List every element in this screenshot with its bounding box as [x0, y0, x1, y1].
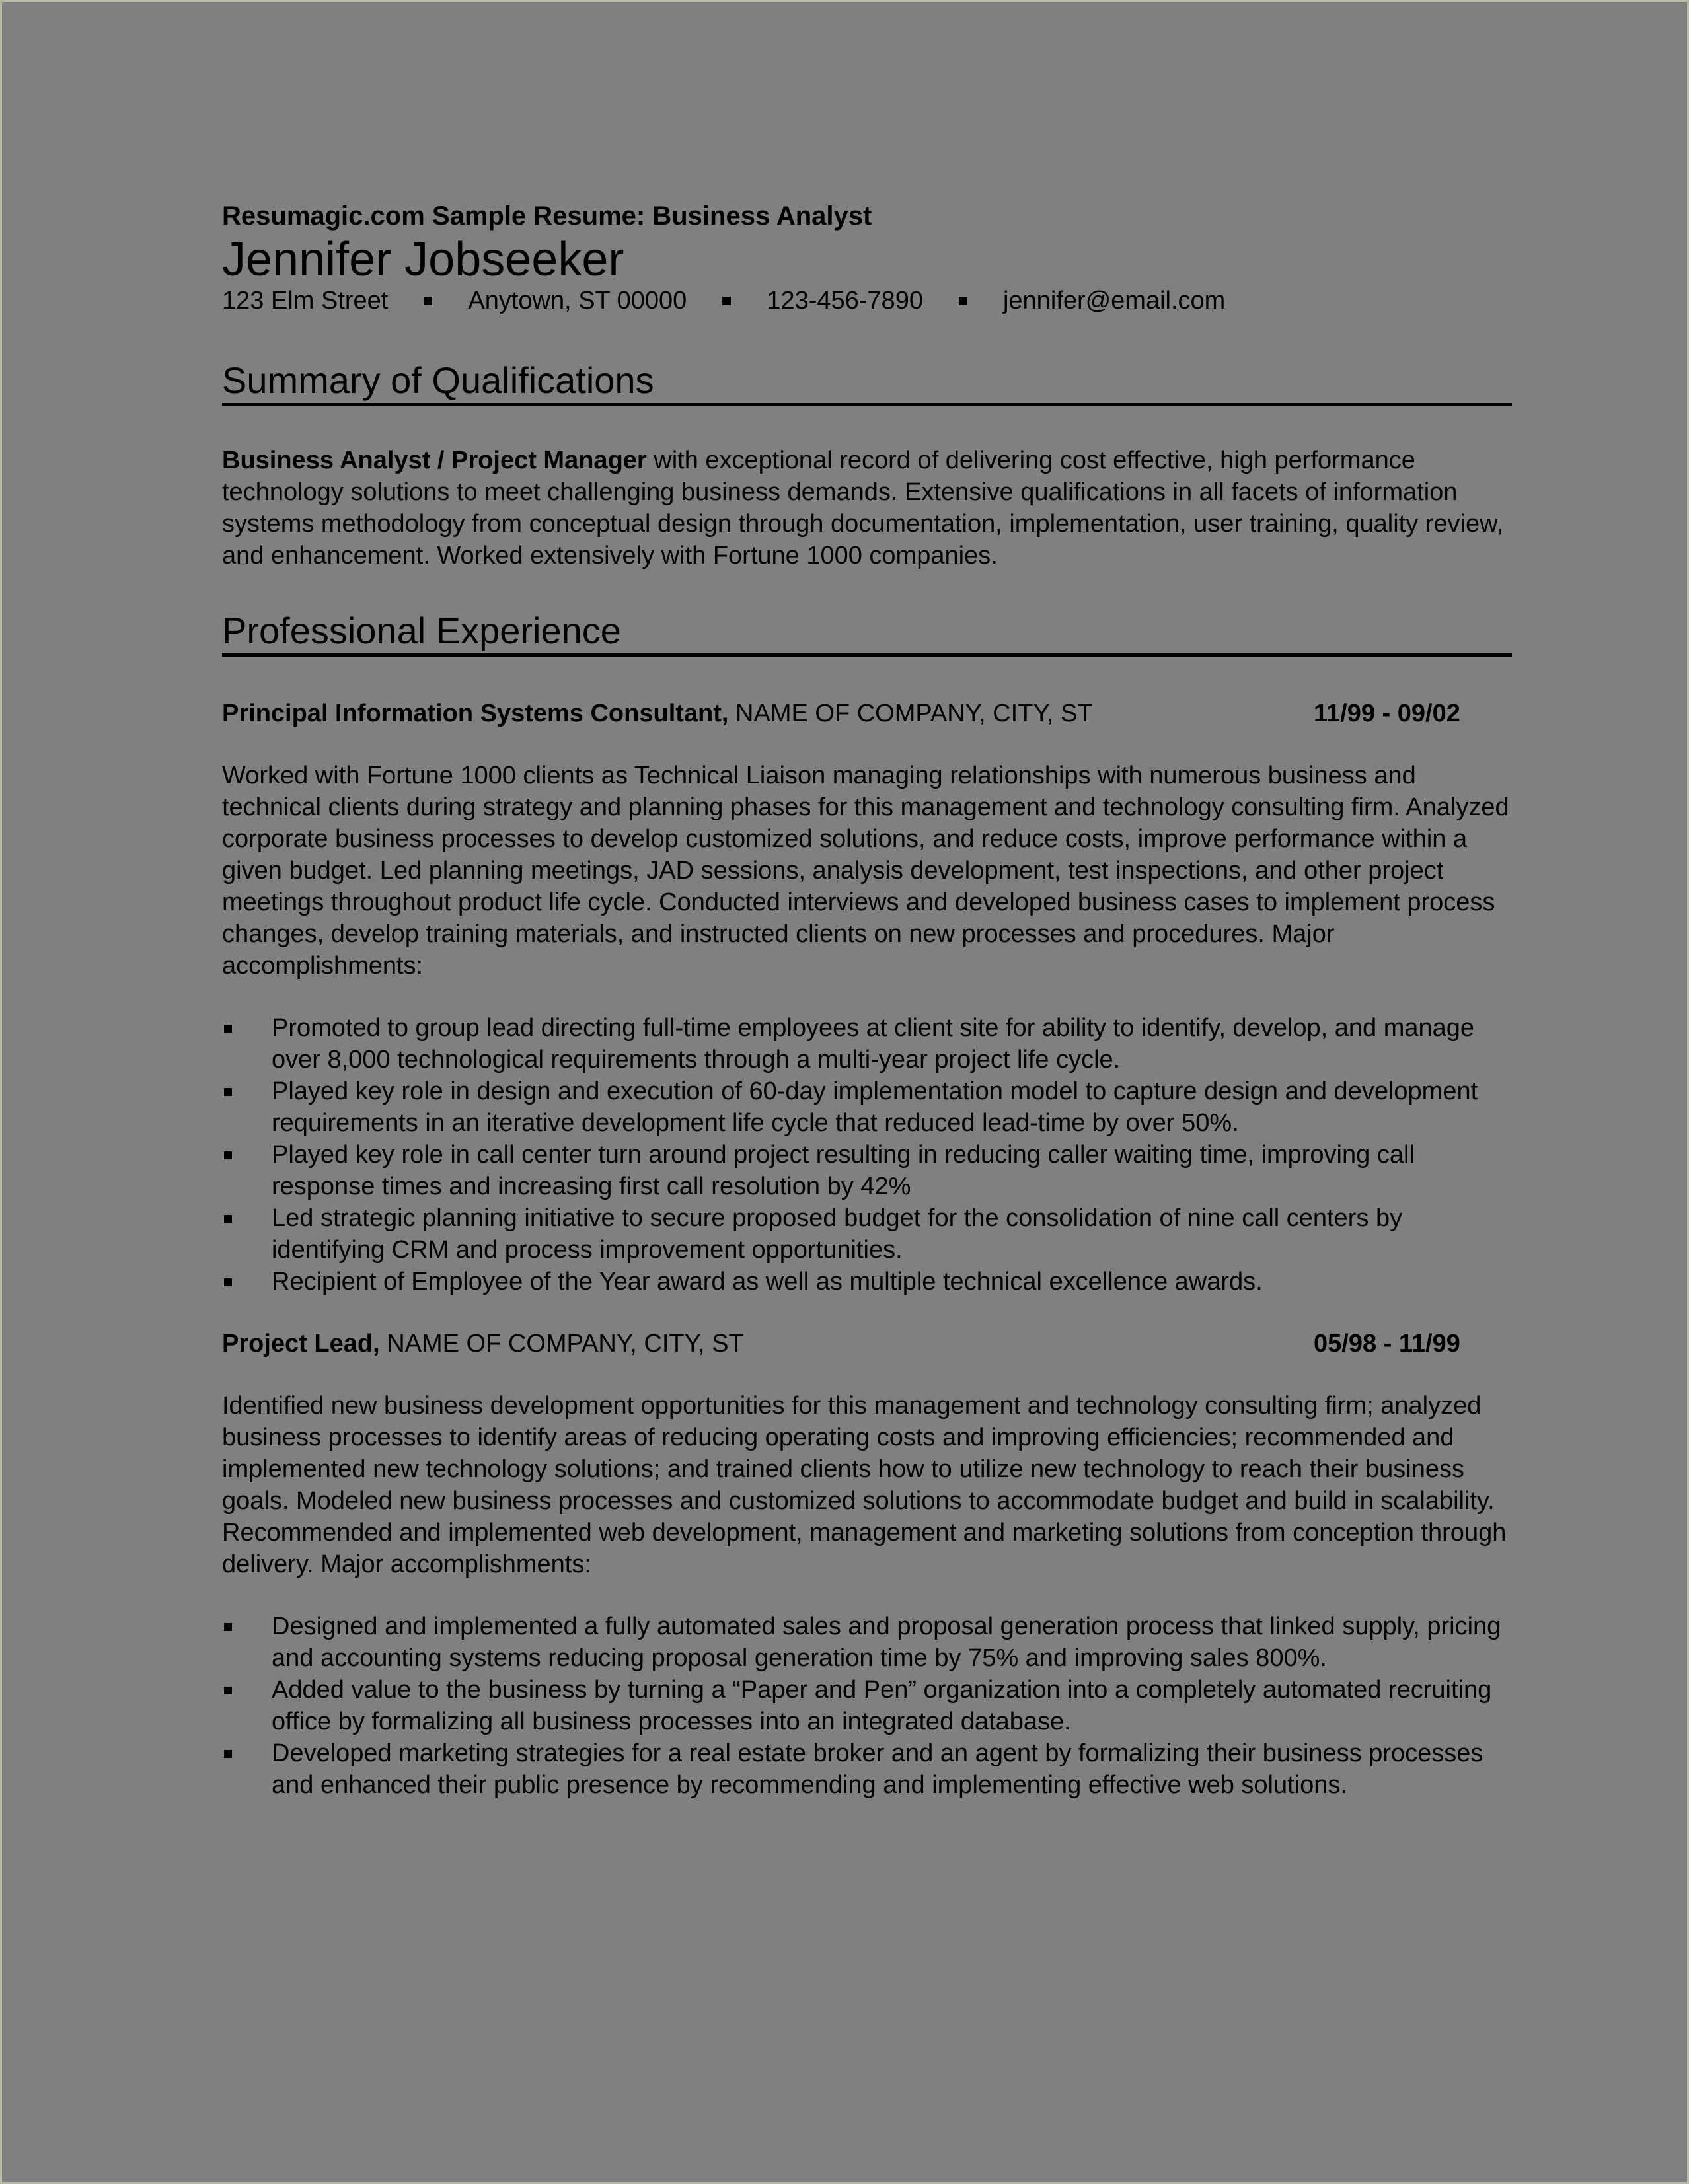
- accomplishment-item: [222, 1266, 1512, 1297]
- job-company: NAME OF COMPANY, CITY, ST: [728, 700, 1093, 727]
- contact-phone: 123-456-7890: [767, 287, 923, 314]
- accomplishment-text: Developed marketing strategies for a real estate broker and an agent by formalizing their business processes and enhanced their public presence by recommending and implementing effective web solutions.: [272, 1739, 1483, 1799]
- job-title: Project Lead,: [222, 1330, 380, 1358]
- accomplishment-list: [222, 1012, 1512, 1297]
- job-company: NAME OF COMPANY, CITY, ST: [379, 1330, 744, 1358]
- summary-lead: Business Analyst / Project Manager: [222, 447, 647, 474]
- separator-square-icon: [959, 297, 967, 305]
- accomplishment-text: Added value to the business by turning a “Paper and Pen” organization into a completely automated recruiting office by formalizing all business processes into an integrated database.: [272, 1676, 1492, 1735]
- section-heading-summary: Summary of Qualifications: [222, 358, 1512, 406]
- candidate-name: Jennifer Jobseeker: [222, 233, 624, 286]
- contact-email: jennifer@email.com: [1002, 287, 1226, 314]
- accomplishment-text: Played key role in call center turn around project resulting in reducing caller waiting time, improving call response times and increasing first call resolution by 42%: [272, 1141, 1415, 1200]
- accomplishment-item: [222, 1202, 1512, 1266]
- contact-city: Anytown, ST 00000: [468, 287, 687, 314]
- bullet-square-icon: [224, 1151, 232, 1159]
- job-header: [222, 1328, 1512, 1360]
- accomplishment-text: Promoted to group lead directing full-time employees at client site for ability to identify, develop, and manage over 8,000 technological requirements through a multi-year project life cycle.: [272, 1014, 1475, 1074]
- accomplishment-item: [222, 1611, 1512, 1674]
- contact-line: [222, 284, 1512, 317]
- accomplishment-text: Designed and implemented a fully automated sales and proposal generation process that linked supply, pricing and accounting systems reducing proposal generation time by 75% and improving sales 800%.: [272, 1613, 1501, 1672]
- accomplishment-item: [222, 1737, 1512, 1801]
- section-heading-experience: Professional Experience: [222, 608, 1512, 657]
- accomplishment-text: Led strategic planning initiative to secure proposed budget for the consolidation of nine call centers by identifying CRM and process improvement opportunities.: [272, 1204, 1403, 1264]
- sample-title: Resumagic.com Sample Resume: Business Analyst: [222, 201, 872, 231]
- bullet-square-icon: [224, 1215, 232, 1223]
- bullet-square-icon: [224, 1687, 232, 1694]
- separator-square-icon: [722, 297, 731, 305]
- job-title: Principal Information Systems Consultant,: [222, 700, 729, 727]
- job-description: Identified new business development opportunities for this management and technology consulting firm; analyzed business processes to identify areas of reducing operating costs and improving efficiencies; recommended and implemented new technology solutions; and trained clients how to utilize new technology to reach their business goals. Modeled new business processes and customized solutions to accommodate budget and build in scalability. Recommended and implemented web development, management and marketing solutions from conception through delivery. Major accomplishments:: [222, 1392, 1507, 1578]
- bullet-square-icon: [224, 1278, 232, 1286]
- accomplishment-text: Recipient of Employee of the Year award as well as multiple technical excellence awards.: [272, 1268, 1263, 1295]
- job-description: Worked with Fortune 1000 clients as Technical Liaison managing relationships with numerous business and technical clients during strategy and planning phases for this management and technology consulting firm. Analyzed corporate business processes to develop customized solutions, and reduce costs, improve performance within a given budget. Led planning meetings, JAD sessions, analysis development, test inspections, and other project meetings throughout product life cycle. Conducted interviews and developed business cases to implement process changes, develop training materials, and instructed clients on new processes and procedures. Major accomplishments:: [222, 762, 1509, 980]
- resume-document: [222, 198, 1512, 1801]
- accomplishment-item: [222, 1012, 1512, 1075]
- summary-paragraph: [222, 445, 1512, 571]
- summary-text: with exceptional record of delivering cost effective, high performance technology solutions to meet challenging business demands. Extensive qualifications in all facets of information systems methodology from conceptual design through documentation, implementation, user training, quality review, and enhancement. Worked extensively with Fortune 1000 companies.: [222, 447, 1504, 569]
- bullet-square-icon: [224, 1750, 232, 1758]
- accomplishment-text: Played key role in design and execution of 60-day implementation model to capture design and development requirements in an iterative development life cycle that reduced lead-time by over 50%.: [272, 1077, 1478, 1137]
- contact-street: 123 Elm Street: [222, 287, 389, 314]
- job-dates: 11/99 - 09/02: [1314, 700, 1460, 727]
- bullet-square-icon: [224, 1088, 232, 1096]
- separator-square-icon: [424, 297, 432, 305]
- accomplishment-item: [222, 1075, 1512, 1139]
- accomplishment-item: [222, 1139, 1512, 1202]
- job-header: [222, 698, 1512, 729]
- bullet-square-icon: [224, 1623, 232, 1631]
- job-dates: 05/98 - 11/99: [1314, 1330, 1460, 1358]
- bullet-square-icon: [224, 1025, 232, 1033]
- accomplishment-list: [222, 1611, 1512, 1801]
- accomplishment-item: [222, 1674, 1512, 1737]
